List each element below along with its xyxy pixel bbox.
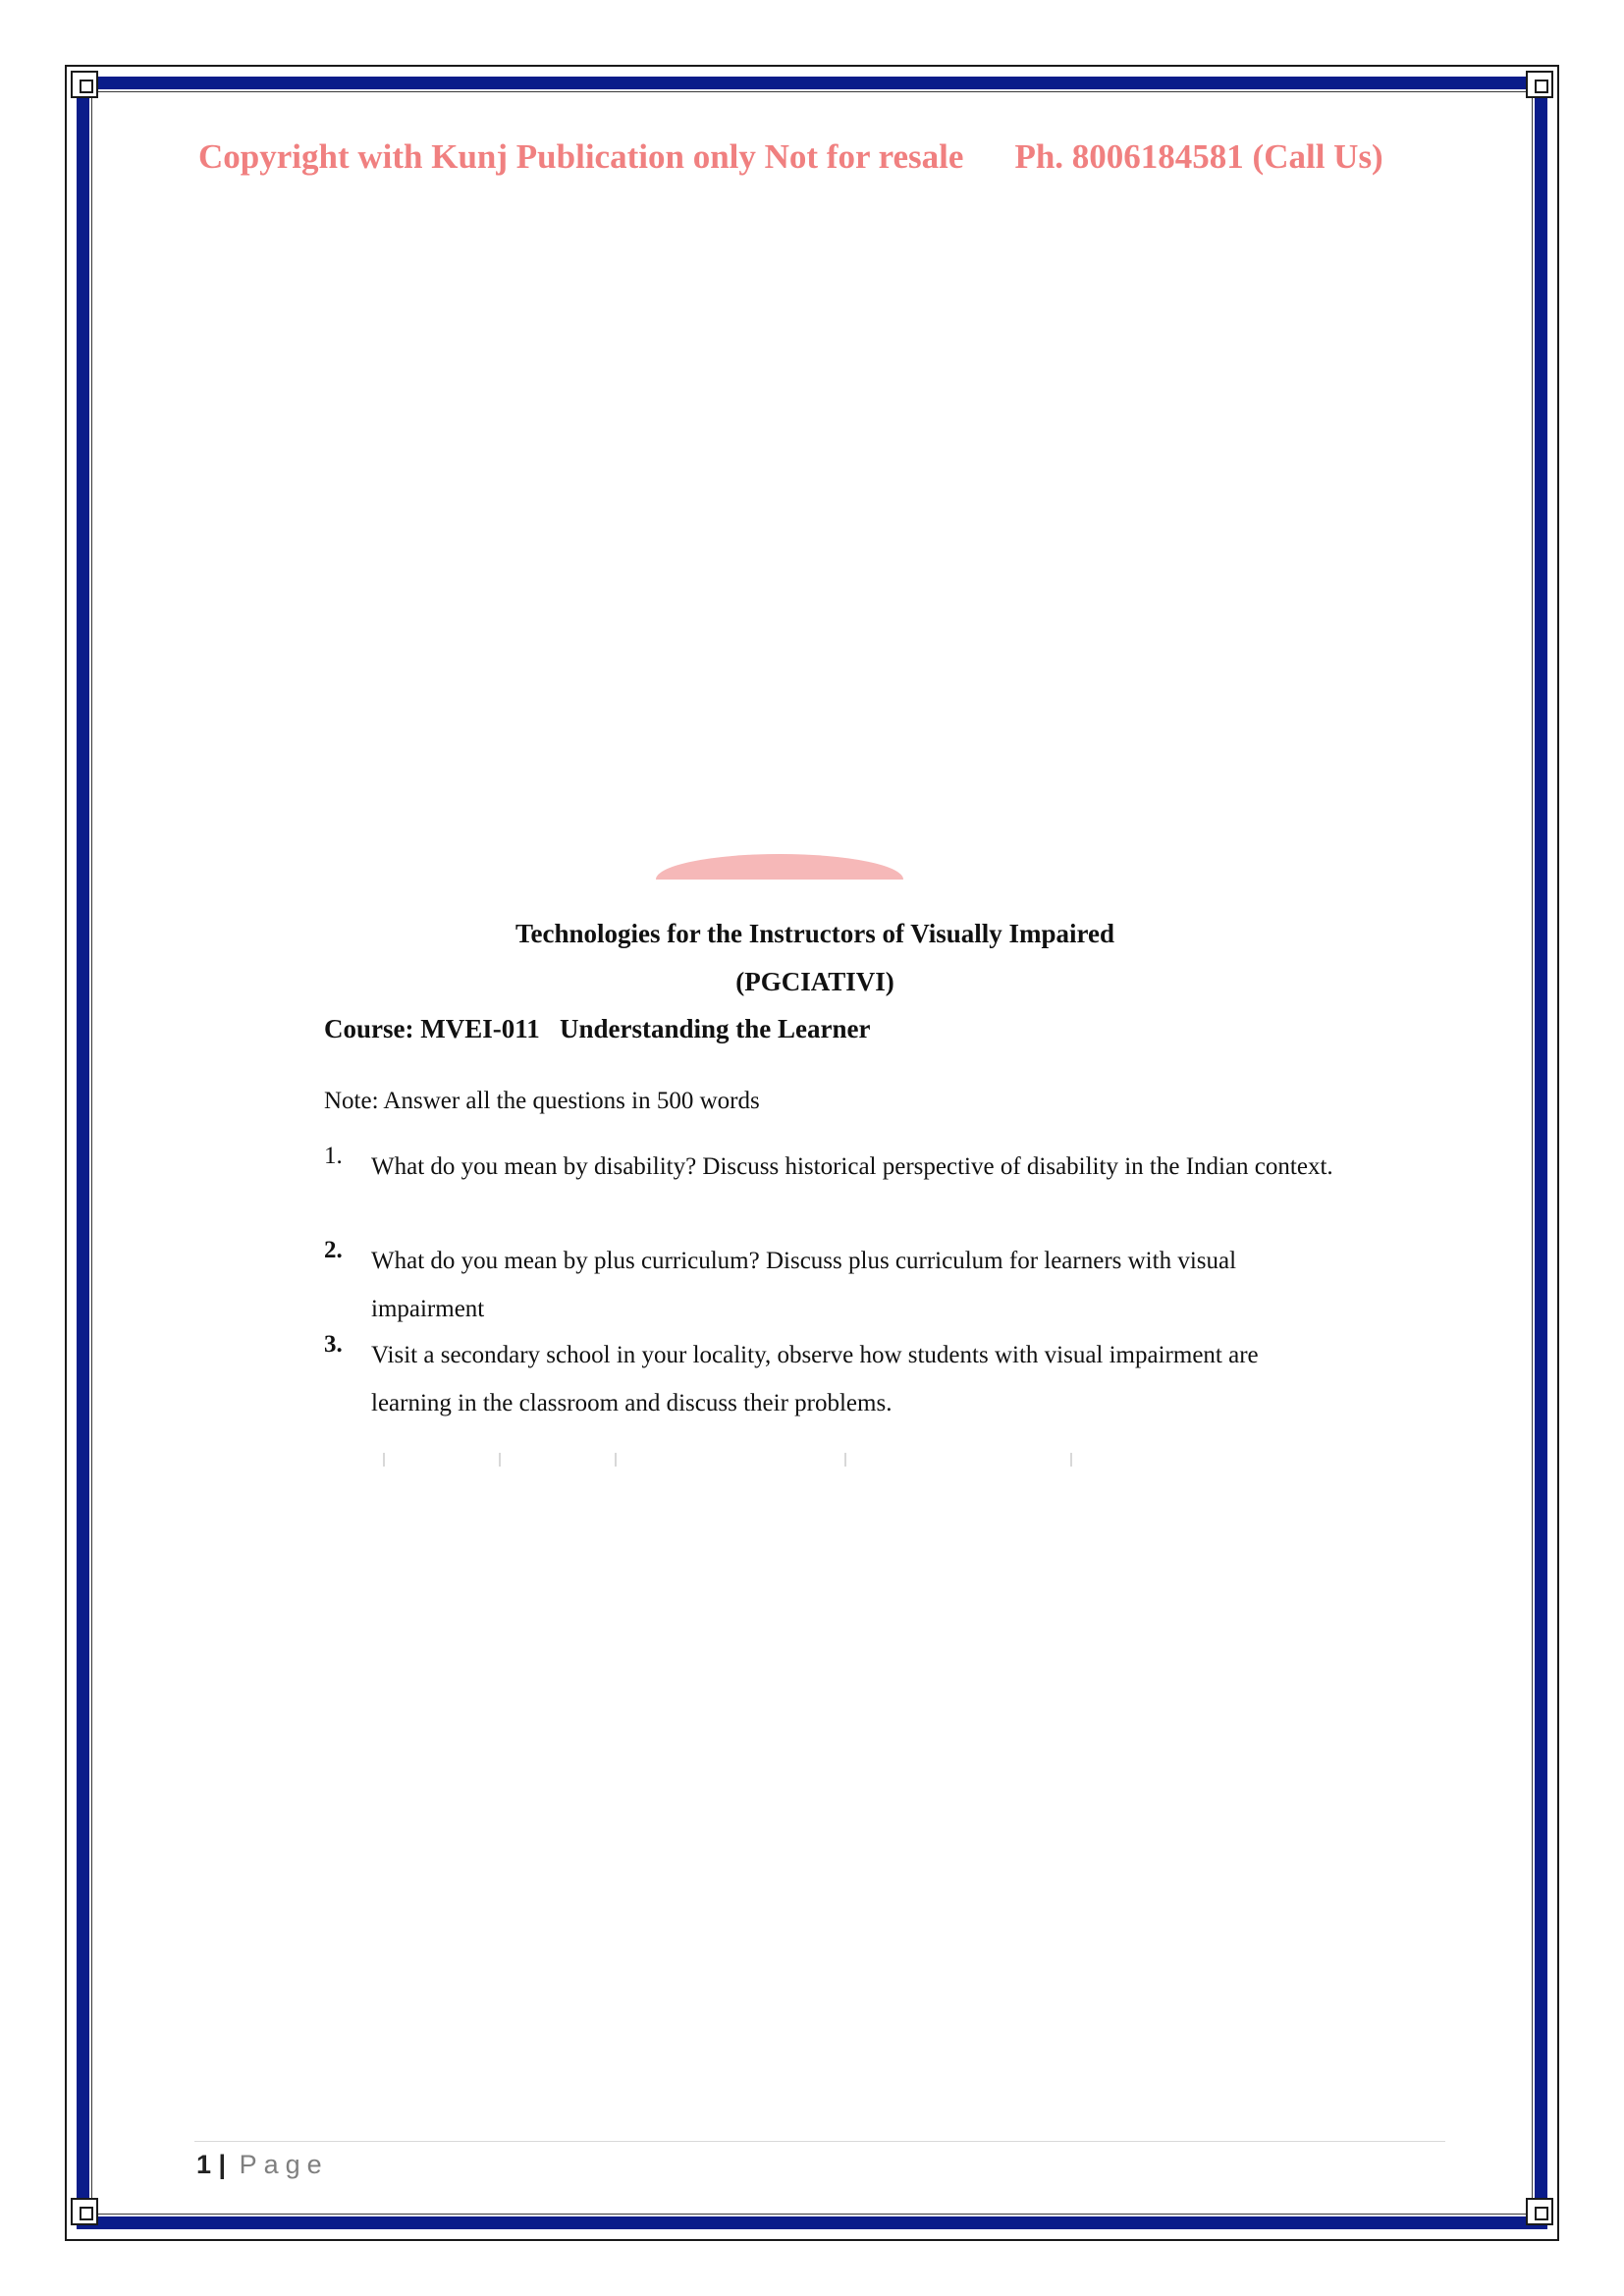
question-number: 3.	[324, 1331, 343, 1358]
question-number: 2.	[324, 1237, 343, 1263]
question-text: What do you mean by disability? Discuss historical perspective of disability in the Indian context.	[371, 1153, 1333, 1180]
page-number: 1	[196, 2150, 212, 2179]
phone-text: Ph. 8006184581 (Call Us)	[1014, 137, 1383, 176]
corner-ornament-top-right	[1526, 71, 1553, 98]
scan-artifacts	[383, 1453, 1267, 1472]
footer-separator: |	[218, 2150, 227, 2179]
corner-ornament-bottom-left	[71, 2198, 98, 2225]
page-label: Page	[239, 2150, 329, 2179]
document-title: Technologies for the Instructors of Visually Impaired	[514, 919, 1115, 948]
instructions-note: Note: Answer all the questions in 500 words	[324, 1088, 760, 1114]
question-text: What do you mean by plus curriculum? Discuss plus curriculum for learners with visual impairment	[371, 1248, 1237, 1322]
corner-ornament-bottom-right	[1526, 2198, 1553, 2225]
copyright-text: Copyright with Kunj Publication only Not for resale	[198, 137, 964, 176]
program-code: (PGCIATIVI)	[735, 967, 894, 996]
page-footer	[196, 2150, 329, 2180]
question-number: 1.	[324, 1143, 343, 1169]
question-text: Visit a secondary school in your locality, observe how students with visual impairment are learning in the classroom and discuss their problems.	[371, 1342, 1259, 1416]
corner-ornament-top-left	[71, 71, 98, 98]
course-heading: Course: MVEI-011 Understanding the Learner	[324, 1014, 871, 1043]
footer-divider	[194, 2141, 1445, 2142]
copyright-watermark	[198, 137, 1435, 177]
